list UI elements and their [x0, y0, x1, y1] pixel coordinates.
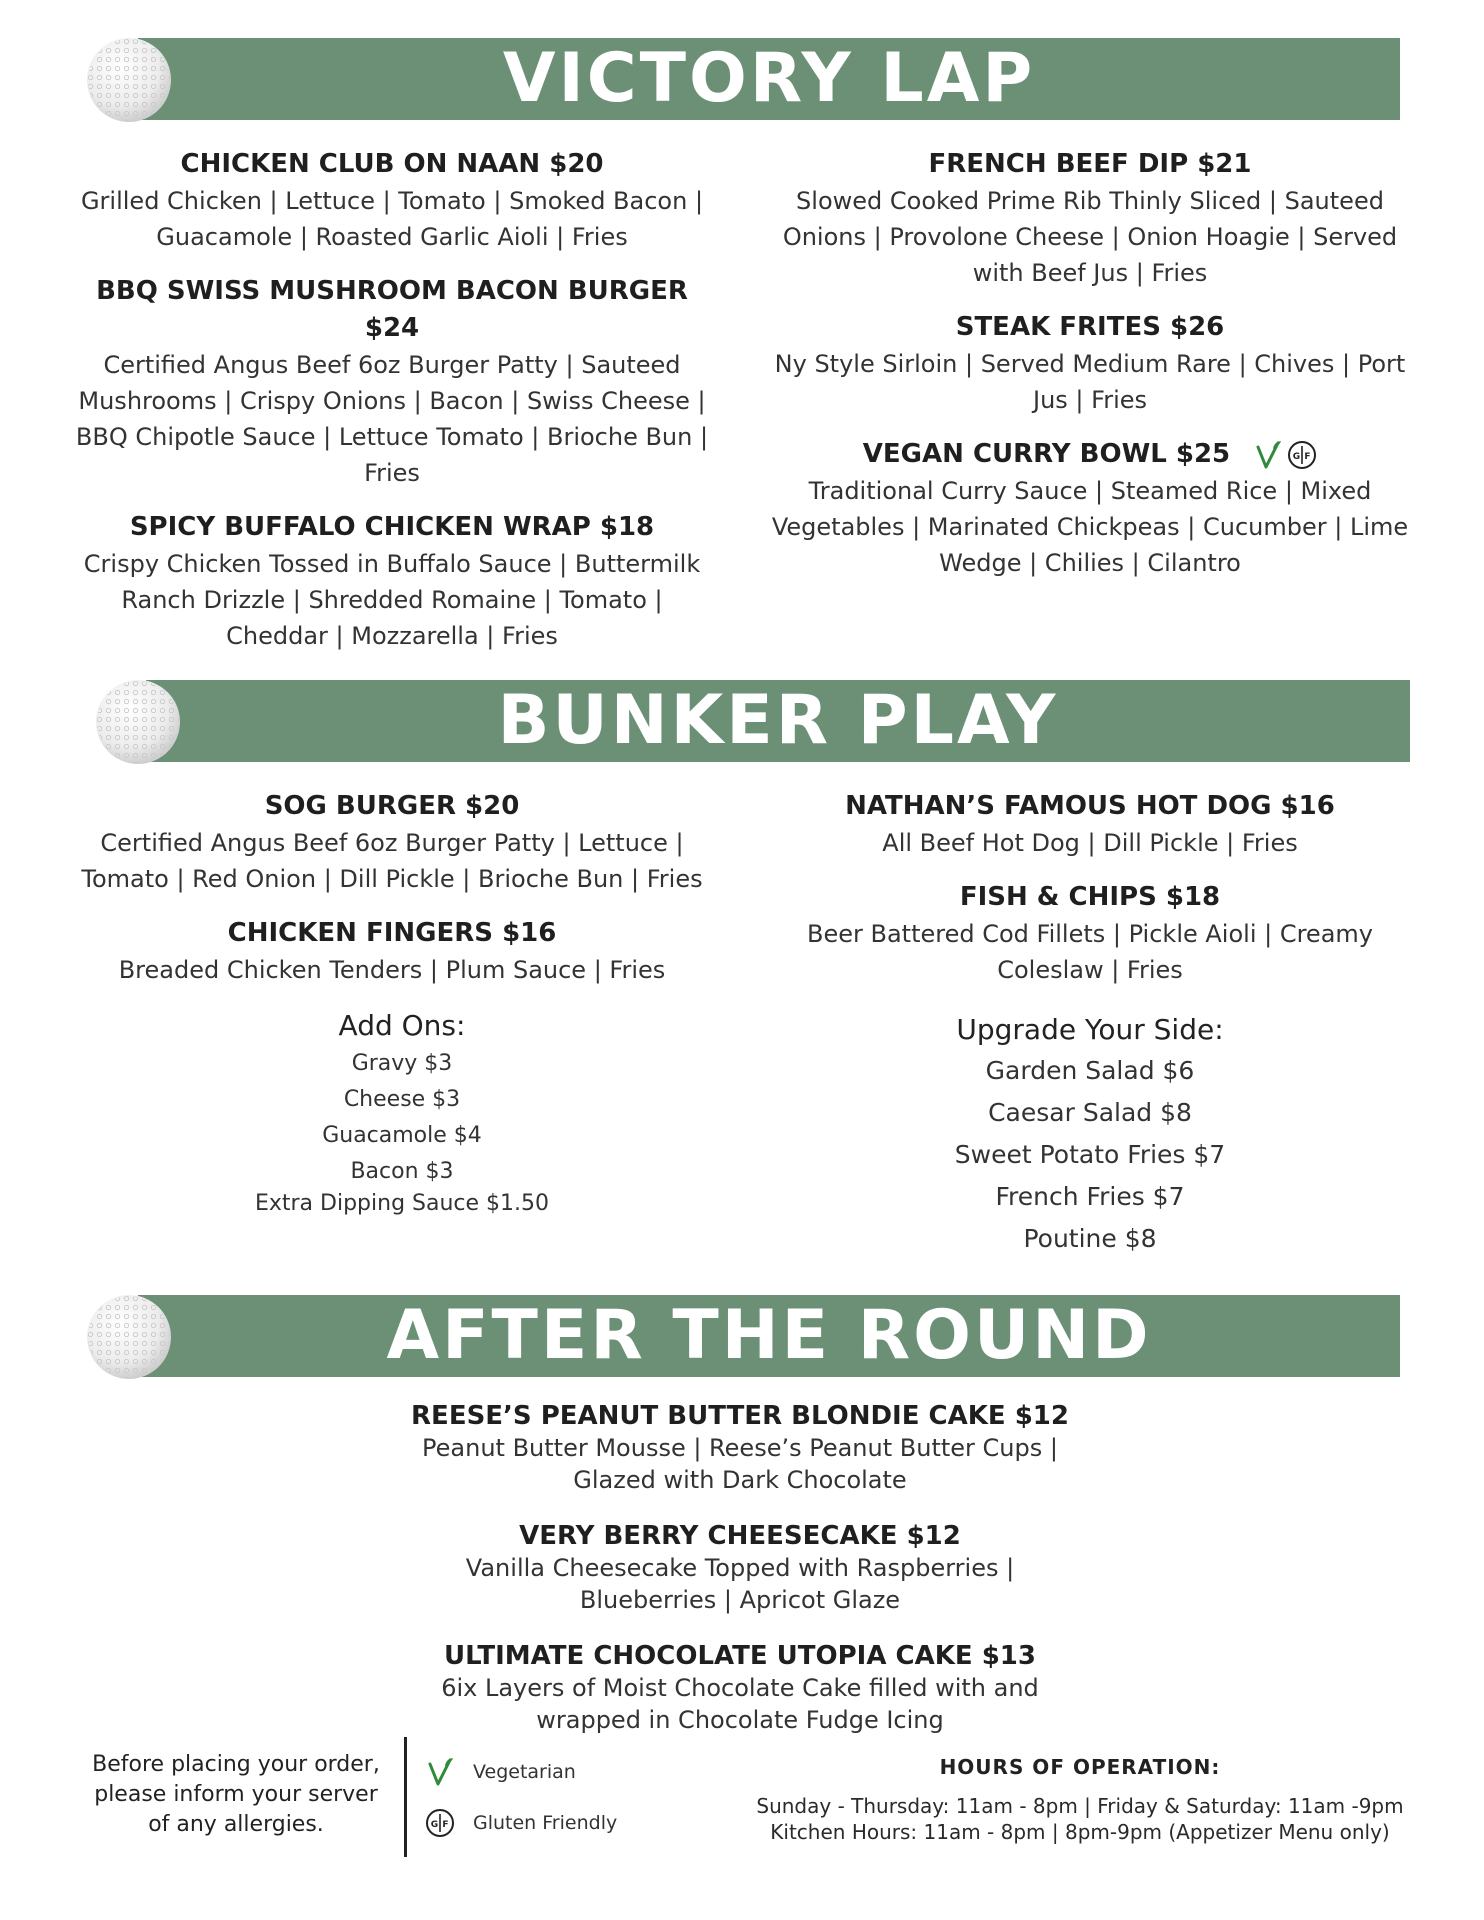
bunker-right-column [770, 788, 1410, 1260]
side-item: Caesar Salad $8 [988, 1098, 1192, 1127]
allergy-notice: Before placing your order, please inform your server of any allergies. [92, 1752, 380, 1837]
side-item: Garden Salad $6 [985, 1056, 1195, 1085]
item-description: All Beef Hot Dog | Dill Pickle | Fries [882, 829, 1298, 857]
golf-ball-icon [95, 679, 181, 765]
menu-item [400, 1400, 1080, 1496]
hours-of-operation [700, 1755, 1460, 1845]
item-title: ULTIMATE CHOCOLATE UTOPIA CAKE $13 [444, 1641, 1036, 1671]
legend-gluten-friendly [425, 1808, 617, 1838]
item-description: Traditional Curry Sauce | Steamed Rice | Mixed Vegetables | Marinated Chickpeas | Cucumber | Lime Wedge | Chilies | Cilantro [771, 477, 1409, 577]
golf-ball-icon [86, 37, 172, 123]
item-title: FRENCH BEEF DIP $21 [928, 149, 1252, 179]
bunker-left-column [72, 788, 712, 1218]
add-on-item: Cheese $3 [343, 1087, 461, 1112]
svg-text:F: F [1304, 451, 1311, 462]
bunker-play-banner [146, 680, 1410, 762]
item-title: VERY BERRY CHEESECAKE $12 [519, 1521, 961, 1551]
vegetarian-icon [425, 1756, 455, 1788]
item-description: Breaded Chicken Tenders | Plum Sauce | Fries [118, 956, 666, 984]
side-item: Poutine $8 [1023, 1224, 1157, 1253]
menu-item [770, 309, 1410, 418]
menu-item [770, 879, 1410, 988]
menu-item [770, 788, 1410, 861]
gluten-friendly-icon [425, 1808, 455, 1838]
after-the-round-title: AFTER THE ROUND [386, 1296, 1152, 1375]
dessert-column [400, 1400, 1080, 1760]
add-on-item: Guacamole $4 [322, 1123, 482, 1148]
footer-divider [404, 1737, 407, 1857]
upgrade-side-heading: Upgrade Your Side: [956, 1013, 1224, 1046]
golf-ball-icon [86, 1294, 172, 1380]
item-title: CHICKEN FINGERS $16 [227, 918, 557, 948]
after-the-round-banner [138, 1295, 1400, 1377]
item-description: Peanut Butter Mousse | Reese’s Peanut Butter Cups | Glazed with Dark Chocolate [422, 1434, 1058, 1494]
svg-text:F: F [442, 1820, 449, 1830]
svg-text:G: G [430, 1820, 439, 1830]
menu-item [770, 146, 1410, 291]
menu-item [72, 788, 712, 897]
vegetarian-icon [1253, 439, 1283, 471]
hours-title: HOURS OF OPERATION: [939, 1755, 1221, 1779]
hours-line: Sunday - Thursday: 11am - 8pm | Friday & Saturday: 11am -9pm [756, 1794, 1404, 1818]
legend-gluten-label: Gluten Friendly [473, 1812, 618, 1834]
item-title: BBQ SWISS MUSHROOM BACON BURGER $24 [96, 276, 688, 343]
item-title: REESE’S PEANUT BUTTER BLONDIE CAKE $12 [411, 1401, 1069, 1431]
menu-item [72, 915, 712, 988]
add-on-item: Bacon $3 [350, 1159, 454, 1184]
add-on-item: Gravy $3 [351, 1051, 453, 1076]
menu-item [770, 436, 1410, 581]
item-description: Certified Angus Beef 6oz Burger Patty | Lettuce | Tomato | Red Onion | Dill Pickle | Brioche Bun | Fries [81, 829, 703, 893]
upgrade-side [770, 1010, 1410, 1260]
item-description: Ny Style Sirloin | Served Medium Rare | Chives | Port Jus | Fries [774, 350, 1406, 414]
item-description: Beer Battered Cod Fillets | Pickle Aioli | Creamy Coleslaw | Fries [807, 920, 1373, 984]
item-description: Certified Angus Beef 6oz Burger Patty | Sauteed Mushrooms | Crispy Onions | Bacon | Swiss Cheese | BBQ Chipotle Sauce | Lettuce Tomato | Brioche Bun | Fries [75, 351, 709, 487]
item-title: CHICKEN CLUB ON NAAN $20 [180, 149, 604, 179]
item-title [770, 436, 1410, 473]
legend-vegetarian-label: Vegetarian [473, 1761, 576, 1783]
victory-left-column [72, 146, 712, 672]
item-description: Crispy Chicken Tossed in Buffalo Sauce | Buttermilk Ranch Drizzle | Shredded Romaine | Tomato | Cheddar | Mozzarella | Fries [83, 550, 701, 650]
item-title: STEAK FRITES $26 [955, 312, 1225, 342]
legend-vegetarian [425, 1756, 576, 1788]
item-description: Vanilla Cheesecake Topped with Raspberries | Blueberries | Apricot Glaze [465, 1554, 1015, 1614]
svg-text:G: G [1293, 451, 1301, 462]
menu-item [72, 273, 712, 491]
item-title-text: VEGAN CURRY BOWL $25 [862, 439, 1231, 469]
menu-item [72, 509, 712, 654]
victory-lap-title: VICTORY LAP [502, 39, 1036, 118]
menu-item [400, 1520, 1080, 1616]
item-description: 6ix Layers of Moist Chocolate Cake filled with and wrapped in Chocolate Fudge Icing [441, 1674, 1039, 1734]
menu-item [72, 146, 712, 255]
add-ons [92, 1006, 712, 1218]
diet-icons [1253, 439, 1317, 471]
item-title: SPICY BUFFALO CHICKEN WRAP $18 [129, 512, 655, 542]
victory-lap-banner [138, 38, 1400, 120]
bunker-play-title: BUNKER PLAY [497, 681, 1059, 760]
hours-line: Kitchen Hours: 11am - 8pm | 8pm-9pm (Appetizer Menu only) [770, 1820, 1390, 1844]
menu-item [400, 1640, 1080, 1736]
item-description: Slowed Cooked Prime Rib Thinly Sliced | Sauteed Onions | Provolone Cheese | Onion Hoagie | Served with Beef Jus | Fries [782, 187, 1398, 287]
side-item: Sweet Potato Fries $7 [954, 1140, 1226, 1169]
victory-right-column [770, 146, 1410, 599]
item-title: SOG BURGER $20 [264, 791, 520, 821]
add-ons-heading: Add Ons: [338, 1009, 466, 1042]
side-item: French Fries $7 [995, 1182, 1185, 1211]
item-title: FISH & CHIPS $18 [959, 882, 1221, 912]
item-title: NATHAN’S FAMOUS HOT DOG $16 [845, 791, 1335, 821]
add-on-item: Extra Dipping Sauce $1.50 [254, 1191, 550, 1216]
gluten-friendly-icon [1287, 440, 1317, 470]
item-description: Grilled Chicken | Lettuce | Tomato | Smoked Bacon | Guacamole | Roasted Garlic Aioli | Fries [80, 187, 704, 251]
